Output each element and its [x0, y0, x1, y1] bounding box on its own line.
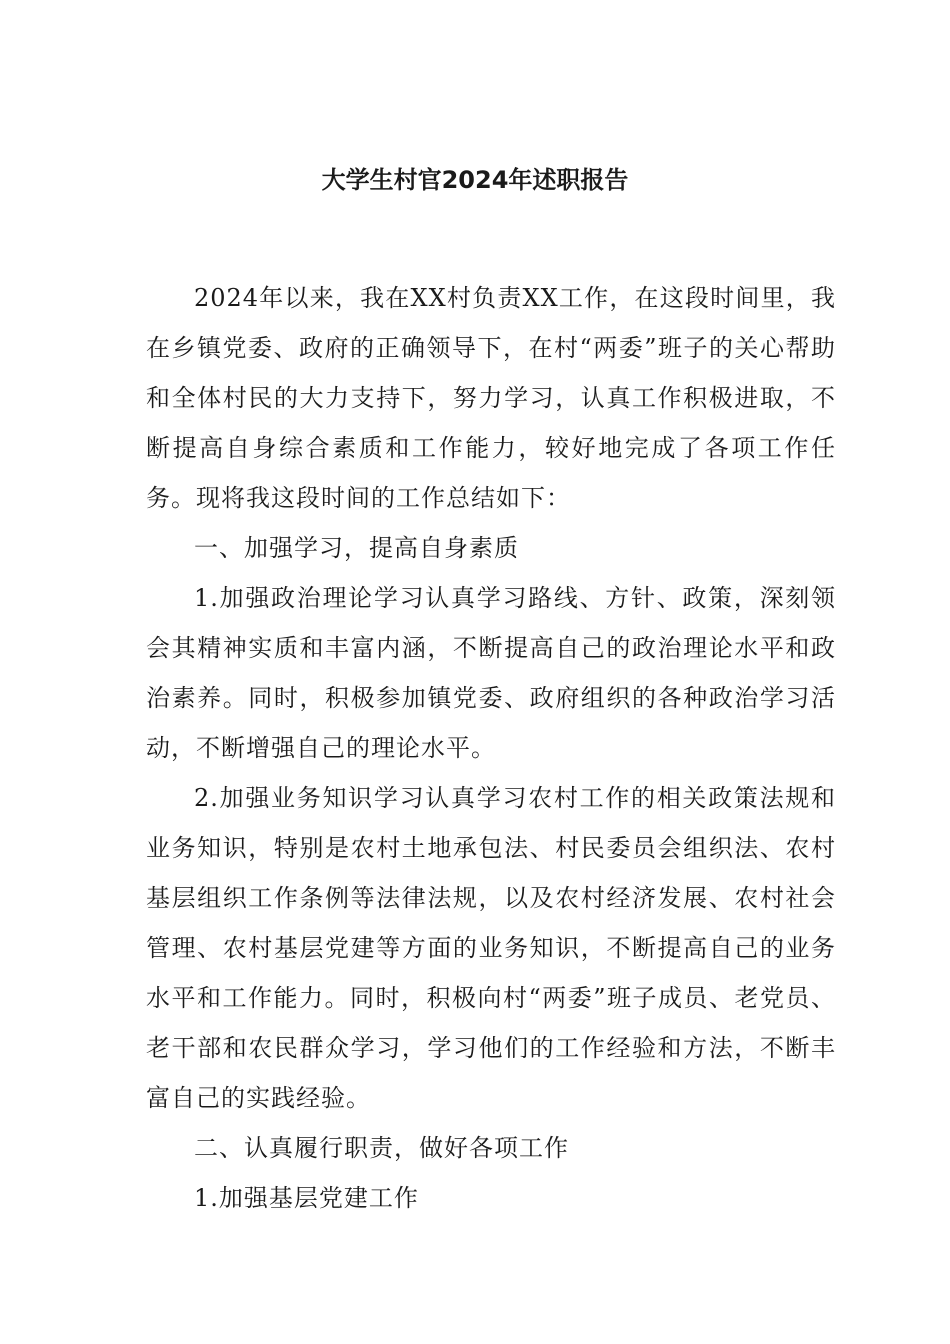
section-heading-1: 一、加强学习，提高自身素质: [194, 534, 519, 562]
document-title: 大学生村官2024年述职报告: [321, 166, 629, 194]
document-body: [146, 273, 836, 1223]
section-heading-2: 二、认真履行职责，做好各项工作: [194, 1134, 569, 1162]
paragraph-1-2: 2.加强业务知识学习认真学习农村工作的相关政策法规和业务知识，特别是农村土地承包法、村民委员会组织法、农村基层组织工作条例等法律法规，以及农村经济发展、农村社会管理、农村基层党建等方面的业务知识，不断提高自己的业务水平和工作能力。同时，积极向村“两委”班子成员、老党员、老干部和农民群众学习，学习他们的工作经验和方法，不断丰富自己的实践经验。: [146, 784, 836, 1112]
paragraph-2-1: 1.加强基层党建工作: [194, 1184, 419, 1212]
paragraph-intro: 2024年以来，我在XX村负责XX工作，在这段时间里，我在乡镇党委、政府的正确领导下，在村“两委”班子的关心帮助和全体村民的大力支持下，努力学习，认真工作积极进取，不断提高自身综合素质和工作能力，较好地完成了各项工作任务。现将我这段时间的工作总结如下：: [146, 284, 836, 512]
paragraph-1-1: 1.加强政治理论学习认真学习路线、方针、政策，深刻领会其精神实质和丰富内涵，不断提高自己的政治理论水平和政治素养。同时，积极参加镇党委、政府组织的各种政治学习活动，不断增强自己的理论水平。: [146, 584, 836, 762]
